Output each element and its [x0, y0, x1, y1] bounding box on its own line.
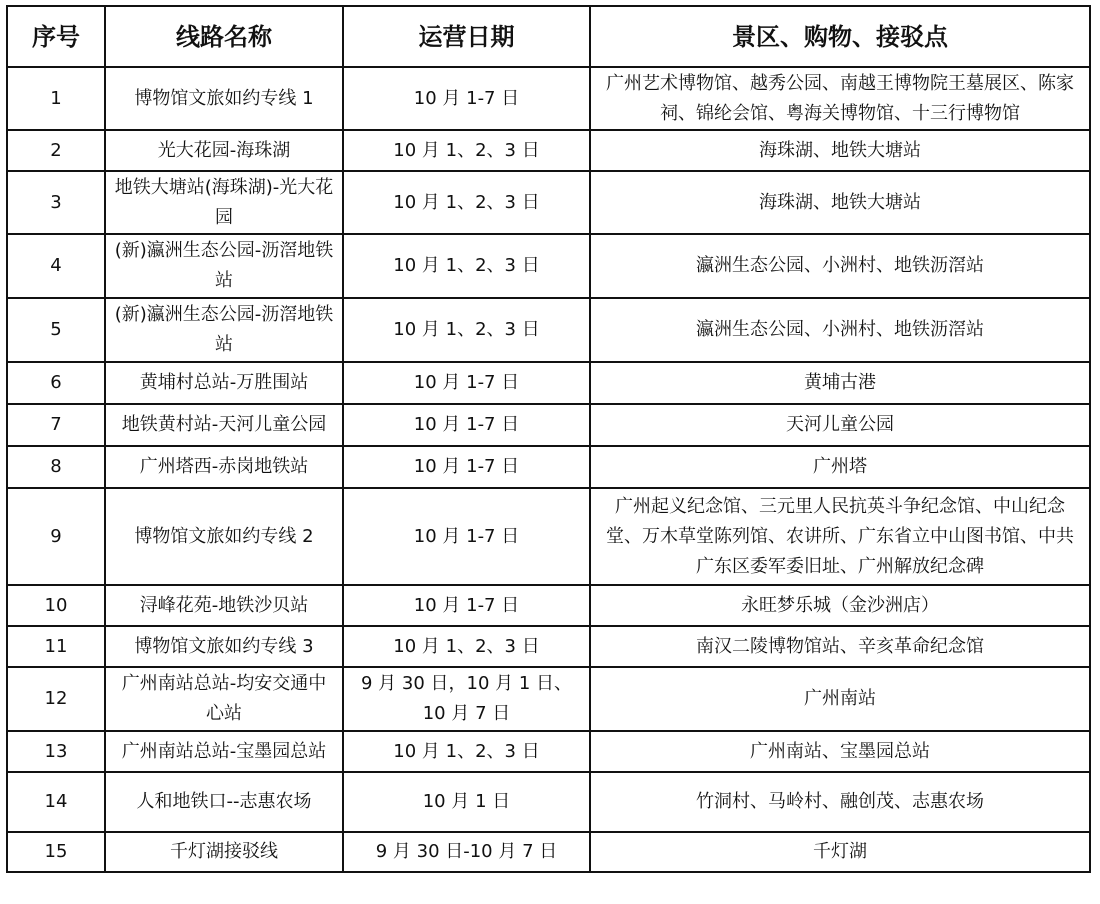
table-row: [7, 130, 1090, 171]
operating-date: 10 月 1、2、3 日: [343, 234, 590, 298]
operating-date: 10 月 1-7 日: [343, 67, 590, 130]
route-name: 广州塔西-赤岗地铁站: [105, 446, 343, 488]
table-row: [7, 67, 1090, 130]
table-row: [7, 772, 1090, 832]
route-name: (新)瀛洲生态公园-沥滘地铁站: [105, 298, 343, 362]
table-row: [7, 171, 1090, 234]
operating-date: 10 月 1、2、3 日: [343, 130, 590, 171]
table-row: [7, 626, 1090, 667]
table-row: [7, 585, 1090, 626]
row-number: 8: [7, 446, 105, 488]
stops-cell: 海珠湖、地铁大塘站: [590, 130, 1090, 171]
table-row: [7, 731, 1090, 772]
stops-cell: 瀛洲生态公园、小洲村、地铁沥滘站: [590, 298, 1090, 362]
stops-cell: 广州塔: [590, 446, 1090, 488]
operating-date: 9 月 30 日，10 月 1 日、10 月 7 日: [343, 667, 590, 731]
stops-cell: 广州南站: [590, 667, 1090, 731]
row-number: 2: [7, 130, 105, 171]
route-name: 黄埔村总站-万胜围站: [105, 362, 343, 404]
route-name: 博物馆文旅如约专线 3: [105, 626, 343, 667]
operating-date: 10 月 1 日: [343, 772, 590, 832]
row-number: 13: [7, 731, 105, 772]
table-row: [7, 446, 1090, 488]
stops-cell: 千灯湖: [590, 832, 1090, 872]
table-row: [7, 298, 1090, 362]
operating-date: 9 月 30 日-10 月 7 日: [343, 832, 590, 872]
route-name: 广州南站总站-均安交通中心站: [105, 667, 343, 731]
table-row: [7, 667, 1090, 731]
route-name: 千灯湖接驳线: [105, 832, 343, 872]
stops-cell: 黄埔古港: [590, 362, 1090, 404]
stops-cell: 广州起义纪念馆、三元里人民抗英斗争纪念馆、中山纪念堂、万木草堂陈列馆、农讲所、广东省立中山图书馆、中共广东区委军委旧址、广州解放纪念碑: [590, 488, 1090, 585]
header-route: 线路名称: [105, 6, 343, 67]
header-date: 运营日期: [343, 6, 590, 67]
route-name: 地铁大塘站(海珠湖)-光大花园: [105, 171, 343, 234]
stops-cell: 南汉二陵博物馆站、辛亥革命纪念馆: [590, 626, 1090, 667]
route-name: 人和地铁口--志惠农场: [105, 772, 343, 832]
row-number: 6: [7, 362, 105, 404]
row-number: 11: [7, 626, 105, 667]
table-row: [7, 234, 1090, 298]
route-name: 光大花园-海珠湖: [105, 130, 343, 171]
operating-date: 10 月 1-7 日: [343, 446, 590, 488]
row-number: 10: [7, 585, 105, 626]
table-row: [7, 832, 1090, 872]
row-number: 5: [7, 298, 105, 362]
bus-route-table: [6, 5, 1091, 873]
stops-cell: 天河儿童公园: [590, 404, 1090, 446]
row-number: 7: [7, 404, 105, 446]
stops-cell: 广州艺术博物馆、越秀公园、南越王博物院王墓展区、陈家祠、锦纶会馆、粤海关博物馆、十三行博物馆: [590, 67, 1090, 130]
operating-date: 10 月 1、2、3 日: [343, 626, 590, 667]
operating-date: 10 月 1-7 日: [343, 404, 590, 446]
row-number: 9: [7, 488, 105, 585]
stops-cell: 瀛洲生态公园、小洲村、地铁沥滘站: [590, 234, 1090, 298]
stops-cell: 竹洞村、马岭村、融创茂、志惠农场: [590, 772, 1090, 832]
stops-cell: 广州南站、宝墨园总站: [590, 731, 1090, 772]
row-number: 4: [7, 234, 105, 298]
route-name: 博物馆文旅如约专线 1: [105, 67, 343, 130]
header-no: 序号: [7, 6, 105, 67]
operating-date: 10 月 1-7 日: [343, 362, 590, 404]
route-name: 浔峰花苑-地铁沙贝站: [105, 585, 343, 626]
route-name: 广州南站总站-宝墨园总站: [105, 731, 343, 772]
row-number: 3: [7, 171, 105, 234]
operating-date: 10 月 1-7 日: [343, 585, 590, 626]
operating-date: 10 月 1、2、3 日: [343, 731, 590, 772]
route-name: 地铁黄村站-天河儿童公园: [105, 404, 343, 446]
table-row: [7, 404, 1090, 446]
operating-date: 10 月 1、2、3 日: [343, 171, 590, 234]
row-number: 15: [7, 832, 105, 872]
stops-cell: 永旺梦乐城（金沙洲店）: [590, 585, 1090, 626]
operating-date: 10 月 1-7 日: [343, 488, 590, 585]
row-number: 12: [7, 667, 105, 731]
row-number: 14: [7, 772, 105, 832]
route-name: (新)瀛洲生态公园-沥滘地铁站: [105, 234, 343, 298]
header-stops: 景区、购物、接驳点: [590, 6, 1090, 67]
operating-date: 10 月 1、2、3 日: [343, 298, 590, 362]
stops-cell: 海珠湖、地铁大塘站: [590, 171, 1090, 234]
header-row: [7, 6, 1090, 67]
route-name: 博物馆文旅如约专线 2: [105, 488, 343, 585]
table-row: [7, 362, 1090, 404]
row-number: 1: [7, 67, 105, 130]
table-row: [7, 488, 1090, 585]
